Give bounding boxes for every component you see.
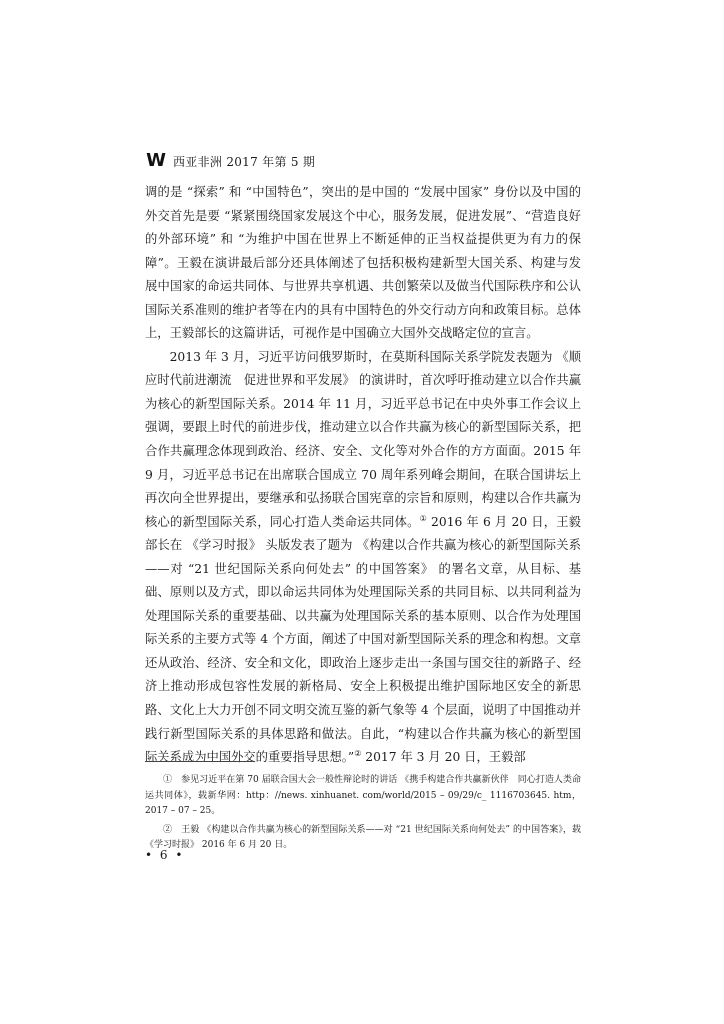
footnote-ref-2[interactable]: ② xyxy=(354,749,362,759)
paragraph-2-part-a: 2013 年 3 月，习近平访问俄罗斯时，在莫斯科国际关系学院发表题为 《顺应时代前进潮流 促进世界和平发展》 的演讲时，首次呼吁推动建立以合作共赢为核心的新型国际关系。2014 年 11 月，习近平总书记在中央外事工作会议上强调，要跟上时代的前进步伐，推动建立以合作共赢为核心的新型国际关系，把合作共赢理念体现到政治、经济、安全、文化等对外合作的方方面面。2015 年 9 月，习近平总书记在出席联合国成立 70 周年系列峰会期间，在联合国讲坛上再次向全世界提出，要继承和弘扬联合国宪章的宗旨和原则，构建以合作共赢为核心的新型国际关系，同心打造人类命运共同体。 xyxy=(145,349,581,529)
footnote-divider xyxy=(145,761,255,762)
footnotes xyxy=(145,773,581,857)
main-text xyxy=(145,181,581,770)
journal-logo: W xyxy=(146,150,166,171)
running-header xyxy=(145,150,315,172)
footnote-ref-1[interactable]: ① xyxy=(419,513,427,523)
footnote-1: ① 参见习近平在第 70 届联合国大会一般性辩论时的讲话 《携手构建合作共赢新伙伴 同心打造人类命运共同体》，载新华网：http：//news. xinhuanet. com/world/2015 – 09/29/c_ 1116703645. htm，2017 – 07 – 25。 xyxy=(145,775,581,816)
footnote-2: ② 王毅 《构建以合作共赢为核心的新型国际关系——对 “21 世纪国际关系向何处去” 的中国答案》，载 《学习时报》 2016 年 6 月 20 日。 xyxy=(145,824,581,850)
paragraph-2-part-b: 2016 年 6 月 20 日，王毅部长在 《学习时报》 头版发表了题为 《构建以合作共赢为核心的新型国际关系——对 “21 世纪国际关系向何处去” 的中国答案》 的署名文章，从目标、基础、原则以及方式，即以命运共同体为处理国际关系的共同目标、以共同利益为处理国际关系的重要基础、以共赢为处理国际关系的基本原则、以合作为处理国际关系的主要方式等 4 个方面，阐述了中国对新型国际关系的理念和构想。文章还从政治、经济、安全和文化，即政治上逐步走出一条国与国交往的新路子、经济上推动形成包容性发展的新格局、安全上积极提出维护国际地区安全的新思路、文化上大力开创不同文明交流互鉴的新气象等 4 个层面，说明了中国推动并践行新型国际关系的具体思路和做法。自此，“构建以合作共赢为核心的新型国际关系成为中国外交的重要指导思想。” xyxy=(145,514,581,765)
running-title: 西亚非洲 2017 年第 5 期 xyxy=(173,154,316,169)
paragraph-2-part-c: 2017 年 3 月 20 日，王毅部 xyxy=(361,750,526,765)
paragraph-2 xyxy=(145,346,581,770)
page-number: • 6 • xyxy=(145,848,185,862)
paragraph-1: 调的是 “探索” 和 “中国特色”，突出的是中国的 “发展中国家” 身份以及中国的外交首先是要 “紧紧围绕国家发展这个中心，服务发展，促进发展”、“营造良好的外部环境” 和 “为维护中国在世界上不断延伸的正当权益提供更为有力的保障”。王毅在演讲最后部分还具体阐述了包括积极构建新型大国关系、构建与发展中国家的命运共同体、与世界共享机遇、共创繁荣以及做当代国际秩序和公认国际关系准则的维护者等在内的具有中国特色的外交行动方向和政策目标。总体上，王毅部长的这篇讲话，可视作是中国确立大国外交战略定位的宣言。 xyxy=(145,185,581,341)
